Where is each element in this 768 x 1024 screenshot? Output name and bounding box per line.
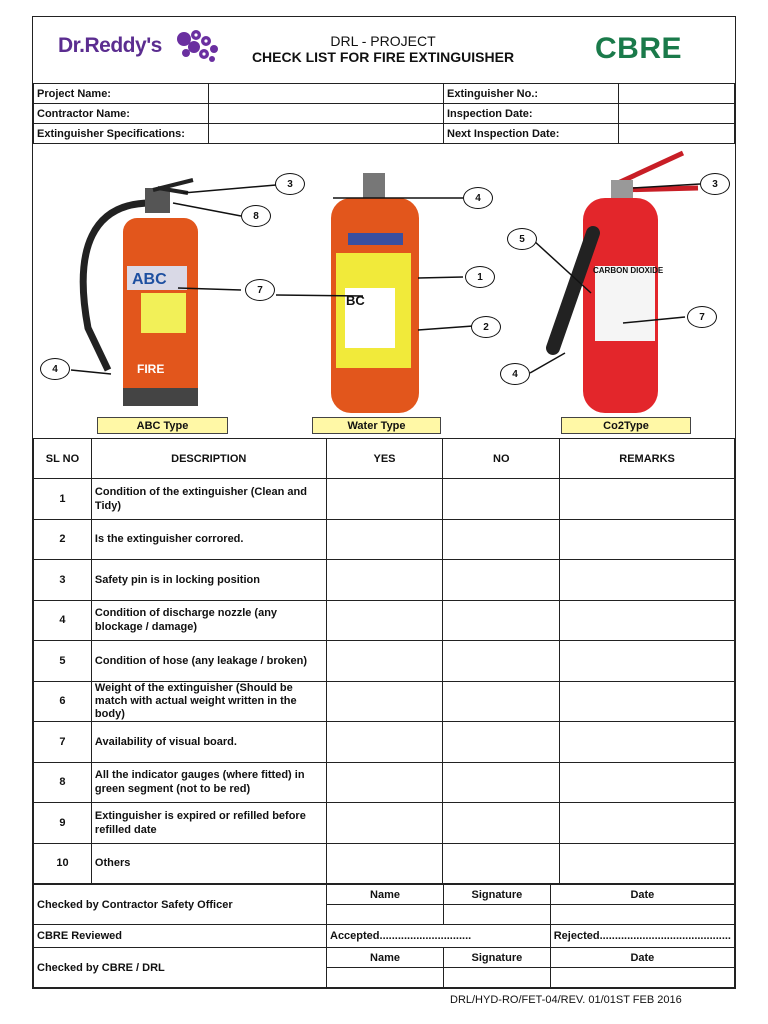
row-sl: 9 xyxy=(34,803,92,844)
callout-4-water: 4 xyxy=(463,187,493,209)
remarks-cell[interactable] xyxy=(560,803,735,844)
yes-cell[interactable] xyxy=(326,843,443,884)
yes-cell[interactable] xyxy=(326,560,443,601)
remarks-cell[interactable] xyxy=(560,600,735,641)
accepted-field[interactable]: Accepted.............................. xyxy=(327,925,551,948)
rejected-field[interactable]: Rejected........................................... xyxy=(550,925,734,948)
contractor-name-field[interactable] xyxy=(327,905,444,925)
cbre-drl-label: Checked by CBRE / DRL xyxy=(34,948,327,988)
row-sl: 3 xyxy=(34,560,92,601)
callout-3-co2: 3 xyxy=(700,173,730,195)
contractor-officer-label: Checked by Contractor Safety Officer xyxy=(34,885,327,925)
row-sl: 5 xyxy=(34,641,92,682)
svg-text:FIRE: FIRE xyxy=(137,362,165,376)
table-row xyxy=(34,722,735,763)
contractor-name-label: Contractor Name: xyxy=(34,104,209,124)
callout-5: 5 xyxy=(507,228,537,250)
row-description: Is the extinguisher corrored. xyxy=(91,519,326,560)
row-sl: 8 xyxy=(34,762,92,803)
name-header: Name xyxy=(327,885,444,905)
date-header: Date xyxy=(550,885,734,905)
remarks-cell[interactable] xyxy=(560,519,735,560)
no-cell[interactable] xyxy=(443,641,560,682)
row-description: Condition of hose (any leakage / broken) xyxy=(91,641,326,682)
next-inspection-date-field[interactable] xyxy=(619,124,735,144)
co2-type-label: Co2Type xyxy=(561,417,691,434)
checklist-header-row xyxy=(34,439,735,479)
abc-extinguisher-icon xyxy=(83,180,198,406)
no-cell[interactable] xyxy=(443,681,560,722)
remarks-cell[interactable] xyxy=(560,722,735,763)
cbre-name-field[interactable] xyxy=(327,968,444,988)
row-description: Condition of discharge nozzle (any blockage / damage) xyxy=(91,600,326,641)
title-line-2: CHECK LIST FOR FIRE EXTINGUISHER xyxy=(251,49,515,65)
remarks-cell[interactable] xyxy=(560,681,735,722)
header xyxy=(33,17,734,84)
yes-cell[interactable] xyxy=(326,519,443,560)
no-cell[interactable] xyxy=(443,560,560,601)
signoff-table xyxy=(33,884,735,988)
extinguisher-drawings xyxy=(33,148,734,438)
remarks-cell[interactable] xyxy=(560,762,735,803)
col-sl-no: SL NO xyxy=(34,439,92,479)
table-row xyxy=(34,560,735,601)
col-yes: YES xyxy=(326,439,443,479)
water-extinguisher-icon xyxy=(331,173,419,413)
name-header: Name xyxy=(327,948,444,968)
table-row xyxy=(34,681,735,722)
row-description: Availability of visual board. xyxy=(91,722,326,763)
row-sl: 2 xyxy=(34,519,92,560)
contractor-signature-field[interactable] xyxy=(444,905,551,925)
callout-1: 1 xyxy=(465,266,495,288)
row-description: Extinguisher is expired or refilled before refilled date xyxy=(91,803,326,844)
table-row xyxy=(34,803,735,844)
dr-reddys-logo: Dr.Reddy's xyxy=(58,34,162,57)
no-cell[interactable] xyxy=(443,803,560,844)
contractor-date-field[interactable] xyxy=(550,905,734,925)
inspection-date-label: Inspection Date: xyxy=(444,104,619,124)
table-row xyxy=(34,843,735,884)
callout-4-abc: 4 xyxy=(40,358,70,380)
callout-8: 8 xyxy=(241,205,271,227)
no-cell[interactable] xyxy=(443,600,560,641)
abc-type-label: ABC Type xyxy=(97,417,228,434)
svg-text:ABC: ABC xyxy=(132,271,167,288)
table-row xyxy=(34,479,735,520)
cbre-logo: CBRE xyxy=(595,32,683,65)
table-row xyxy=(34,519,735,560)
no-cell[interactable] xyxy=(443,762,560,803)
yes-cell[interactable] xyxy=(326,600,443,641)
project-name-label: Project Name: xyxy=(34,84,209,104)
row-description: All the indicator gauges (where fitted) in green segment (not to be red) xyxy=(91,762,326,803)
document-reference: DRL/HYD-RO/FET-04/REV. 01/01ST FEB 2016 xyxy=(450,994,682,1006)
extinguisher-no-field[interactable] xyxy=(619,84,735,104)
svg-text:BC: BC xyxy=(346,293,365,308)
no-cell[interactable] xyxy=(443,843,560,884)
title-line-1: DRL - PROJECT xyxy=(330,33,436,49)
col-description: DESCRIPTION xyxy=(91,439,326,479)
col-remarks: REMARKS xyxy=(560,439,735,479)
row-sl: 6 xyxy=(34,681,92,722)
callout-3-abc: 3 xyxy=(275,173,305,195)
extinguisher-illustrations xyxy=(33,148,734,439)
callout-7-co2: 7 xyxy=(687,306,717,328)
no-cell[interactable] xyxy=(443,519,560,560)
yes-cell[interactable] xyxy=(326,641,443,682)
no-cell[interactable] xyxy=(443,722,560,763)
yes-cell[interactable] xyxy=(326,803,443,844)
inspection-date-field[interactable] xyxy=(619,104,735,124)
col-no: NO xyxy=(443,439,560,479)
water-type-label: Water Type xyxy=(312,417,441,434)
row-sl: 1 xyxy=(34,479,92,520)
date-header: Date xyxy=(550,948,734,968)
checklist-table xyxy=(33,438,735,884)
signature-header: Signature xyxy=(444,948,551,968)
co2-extinguisher-icon xyxy=(553,153,698,413)
extinguisher-no-label: Extinguisher No.: xyxy=(444,84,619,104)
remarks-cell[interactable] xyxy=(560,560,735,601)
cbre-reviewed-label: CBRE Reviewed xyxy=(34,925,327,948)
callout-4-co2: 4 xyxy=(500,363,530,385)
table-row xyxy=(34,762,735,803)
info-table xyxy=(33,83,735,144)
row-sl: 4 xyxy=(34,600,92,641)
remarks-cell[interactable] xyxy=(560,843,735,884)
table-row xyxy=(34,641,735,682)
project-name-field[interactable] xyxy=(209,84,444,104)
table-row xyxy=(34,600,735,641)
next-inspection-date-label: Next Inspection Date: xyxy=(444,124,619,144)
row-sl: 7 xyxy=(34,722,92,763)
cbre-date-field[interactable] xyxy=(550,968,734,988)
contractor-name-field[interactable] xyxy=(209,104,444,124)
row-description: Others xyxy=(91,843,326,884)
no-cell[interactable] xyxy=(443,479,560,520)
remarks-cell[interactable] xyxy=(560,641,735,682)
remarks-cell[interactable] xyxy=(560,479,735,520)
row-description: Condition of the extinguisher (Clean and Tidy) xyxy=(91,479,326,520)
row-sl: 10 xyxy=(34,843,92,884)
yes-cell[interactable] xyxy=(326,762,443,803)
svg-text:CARBON DIOXIDE: CARBON DIOXIDE xyxy=(593,266,664,275)
extinguisher-specs-field[interactable] xyxy=(209,124,444,144)
checklist-sheet xyxy=(32,16,736,989)
yes-cell[interactable] xyxy=(326,479,443,520)
row-description: Safety pin is in locking position xyxy=(91,560,326,601)
callout-2: 2 xyxy=(471,316,501,338)
yes-cell[interactable] xyxy=(326,722,443,763)
yes-cell[interactable] xyxy=(326,681,443,722)
callout-7-abc: 7 xyxy=(245,279,275,301)
cbre-signature-field[interactable] xyxy=(444,968,551,988)
row-description: Weight of the extinguisher (Should be match with actual weight written in the body) xyxy=(91,681,326,722)
signature-header: Signature xyxy=(444,885,551,905)
extinguisher-specs-label: Extinguisher Specifications: xyxy=(34,124,209,144)
